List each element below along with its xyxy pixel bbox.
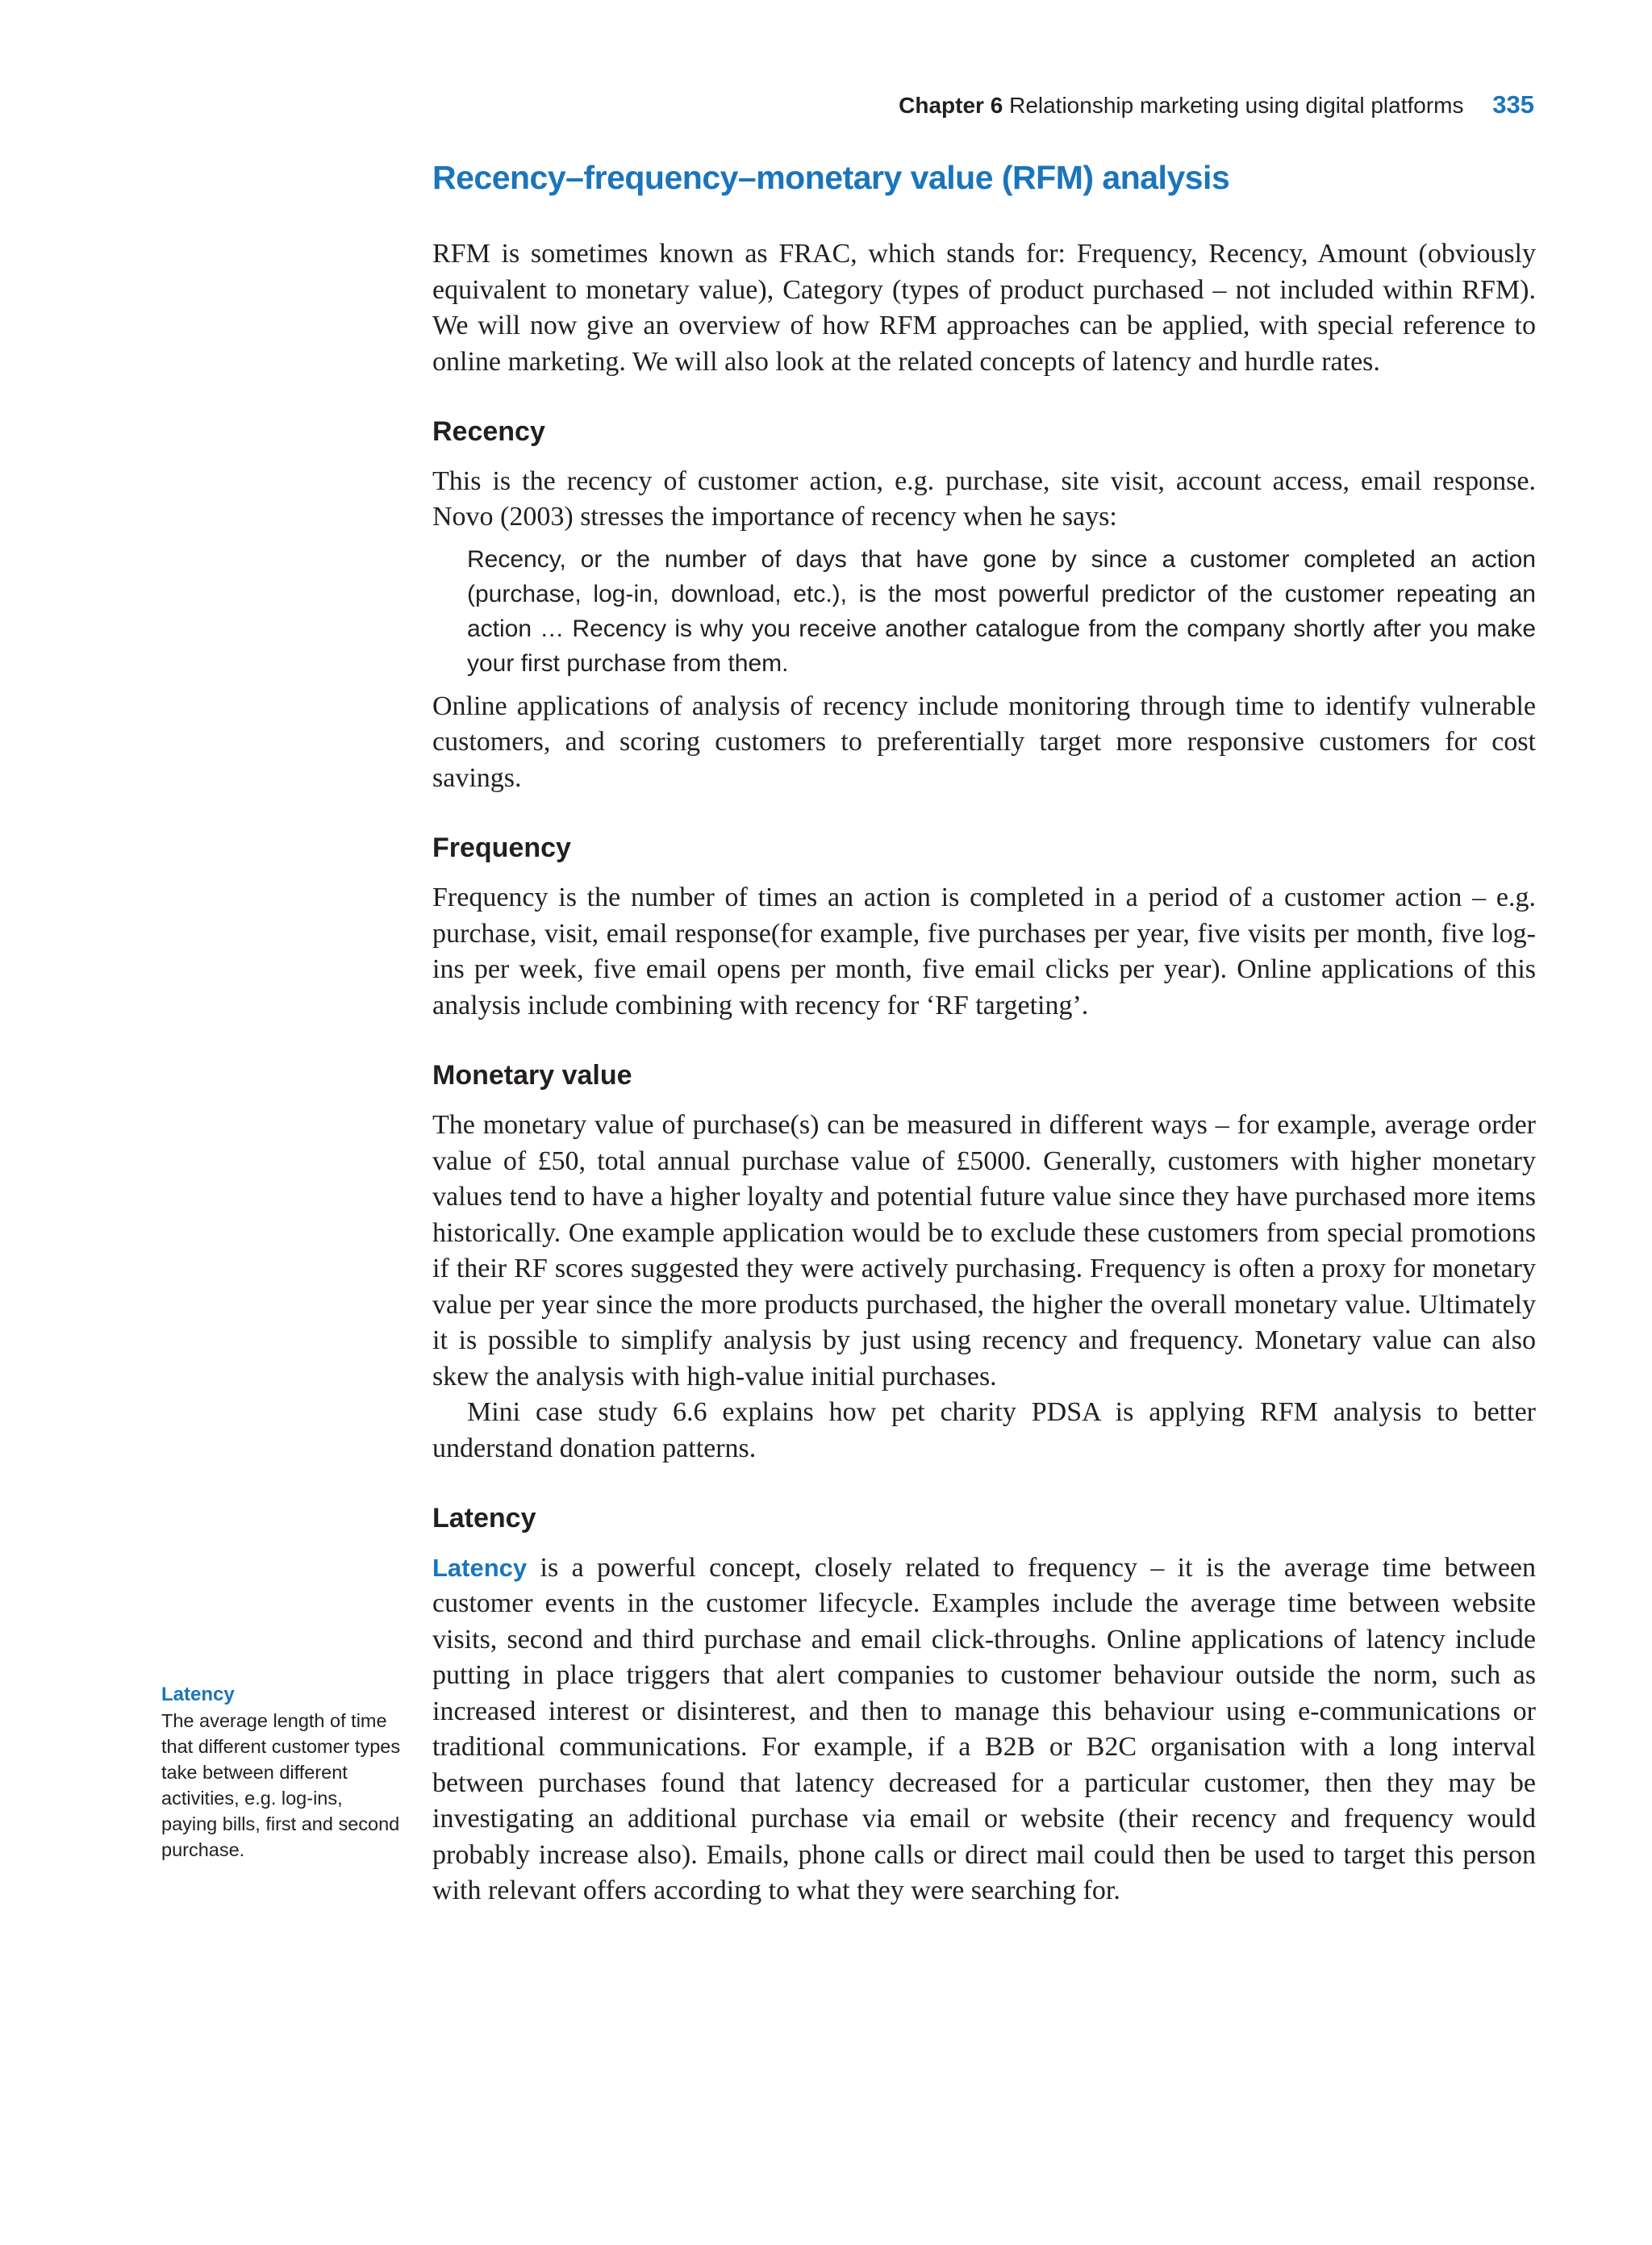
frequency-heading: Frequency [432, 832, 571, 864]
intro-paragraph: RFM is sometimes known as FRAC, which stands for: Frequency, Recency, Amount (obviously equivalent to monetary value), Category (types of product purchased – not included within RFM). We will now give an overview of how RFM approaches can be applied, with special reference to online marketing. We will also look at the related concepts of latency and hurdle rates. [432, 239, 1536, 377]
latency-paragraph-text: is a powerful concept, closely related to frequency – it is the average time between customer events in the customer lifecycle. Examples include the average time between website visits, second and third purchase and email click-throughs. Online applications of latency include putting in place triggers that alert companies to customer behaviour outside the norm, such as increased interest or disinterest, and then to manage this behaviour using e-communications or traditional communications. For example, if a B2B or B2C organisation with a long interval between purchases found that latency decreased for a particular customer, then they may be investigating an additional purchase via email or website (their recency and frequency would probably increase also). Emails, phone calls or direct mail could then be used to target this person with relevant offers according to what they were searching for. [432, 1552, 1536, 1906]
novo-quote: Recency, or the number of days that have gone by since a customer completed an action (purchase, log-in, download, etc.), is the most powerful predictor of the customer repeating an action … Recency is why you receive another catalogue from the company shortly after you make your first purchase from them. [467, 545, 1536, 677]
recency-heading: Recency [432, 416, 545, 448]
main-column [432, 158, 1536, 1909]
chapter-title: Relationship marketing using digital platforms [1009, 93, 1464, 118]
margin-definition-text: The average length of time that different customer types take between different activities, e.g. log-ins, paying bills, first and second purchase. [161, 1710, 401, 1860]
page-number: 335 [1492, 90, 1534, 119]
frequency-paragraph: Frequency is the number of times an action is completed in a period of a customer action – e.g. purchase, visit, email response(for example, five purchases per year, five visits per month, five log-ins per week, five email opens per month, five email clicks per year). Online applications of this analysis include combining with recency for ‘RF targeting’. [432, 883, 1536, 1020]
recency-paragraph-2: Online applications of analysis of recency include monitoring through time to identify vulnerable customers, and scoring customers to preferentially target more responsive customers for cost savings. [432, 691, 1536, 793]
margin-definition [161, 1682, 403, 1863]
monetary-heading: Monetary value [432, 1060, 632, 1091]
chapter-label: Chapter 6 [899, 93, 1003, 118]
running-header [0, 90, 1534, 119]
section-title: Recency–frequency–monetary value (RFM) analysis [432, 159, 1230, 196]
latency-paragraph [432, 1550, 1536, 1909]
margin-definition-term: Latency [161, 1684, 235, 1705]
monetary-paragraph-1: The monetary value of purchase(s) can be measured in different ways – for example, average order value of £50, total annual purchase value of £5000. Generally, customers with higher monetary values tend to have a higher loyalty and potential future value since they have purchased more items historically. One example application would be to exclude these customers from special promotions if their RF scores suggested they were actively purchasing. Frequency is often a proxy for monetary value per year since the more products purchased, the higher the overall monetary value. Ultimately it is possible to simplify analysis by just using recency and frequency. Monetary value can also skew the analysis with high-value initial purchases. [432, 1110, 1536, 1392]
recency-paragraph-1: This is the recency of customer action, e.g. purchase, site visit, account access, email response. Novo (2003) stresses the importance of recency when he says: [432, 465, 1536, 532]
latency-heading: Latency [432, 1503, 536, 1534]
latency-key-term: Latency [432, 1553, 528, 1582]
monetary-paragraph-2: Mini case study 6.6 explains how pet charity PDSA is applying RFM analysis to better understand donation patterns. [432, 1397, 1536, 1463]
